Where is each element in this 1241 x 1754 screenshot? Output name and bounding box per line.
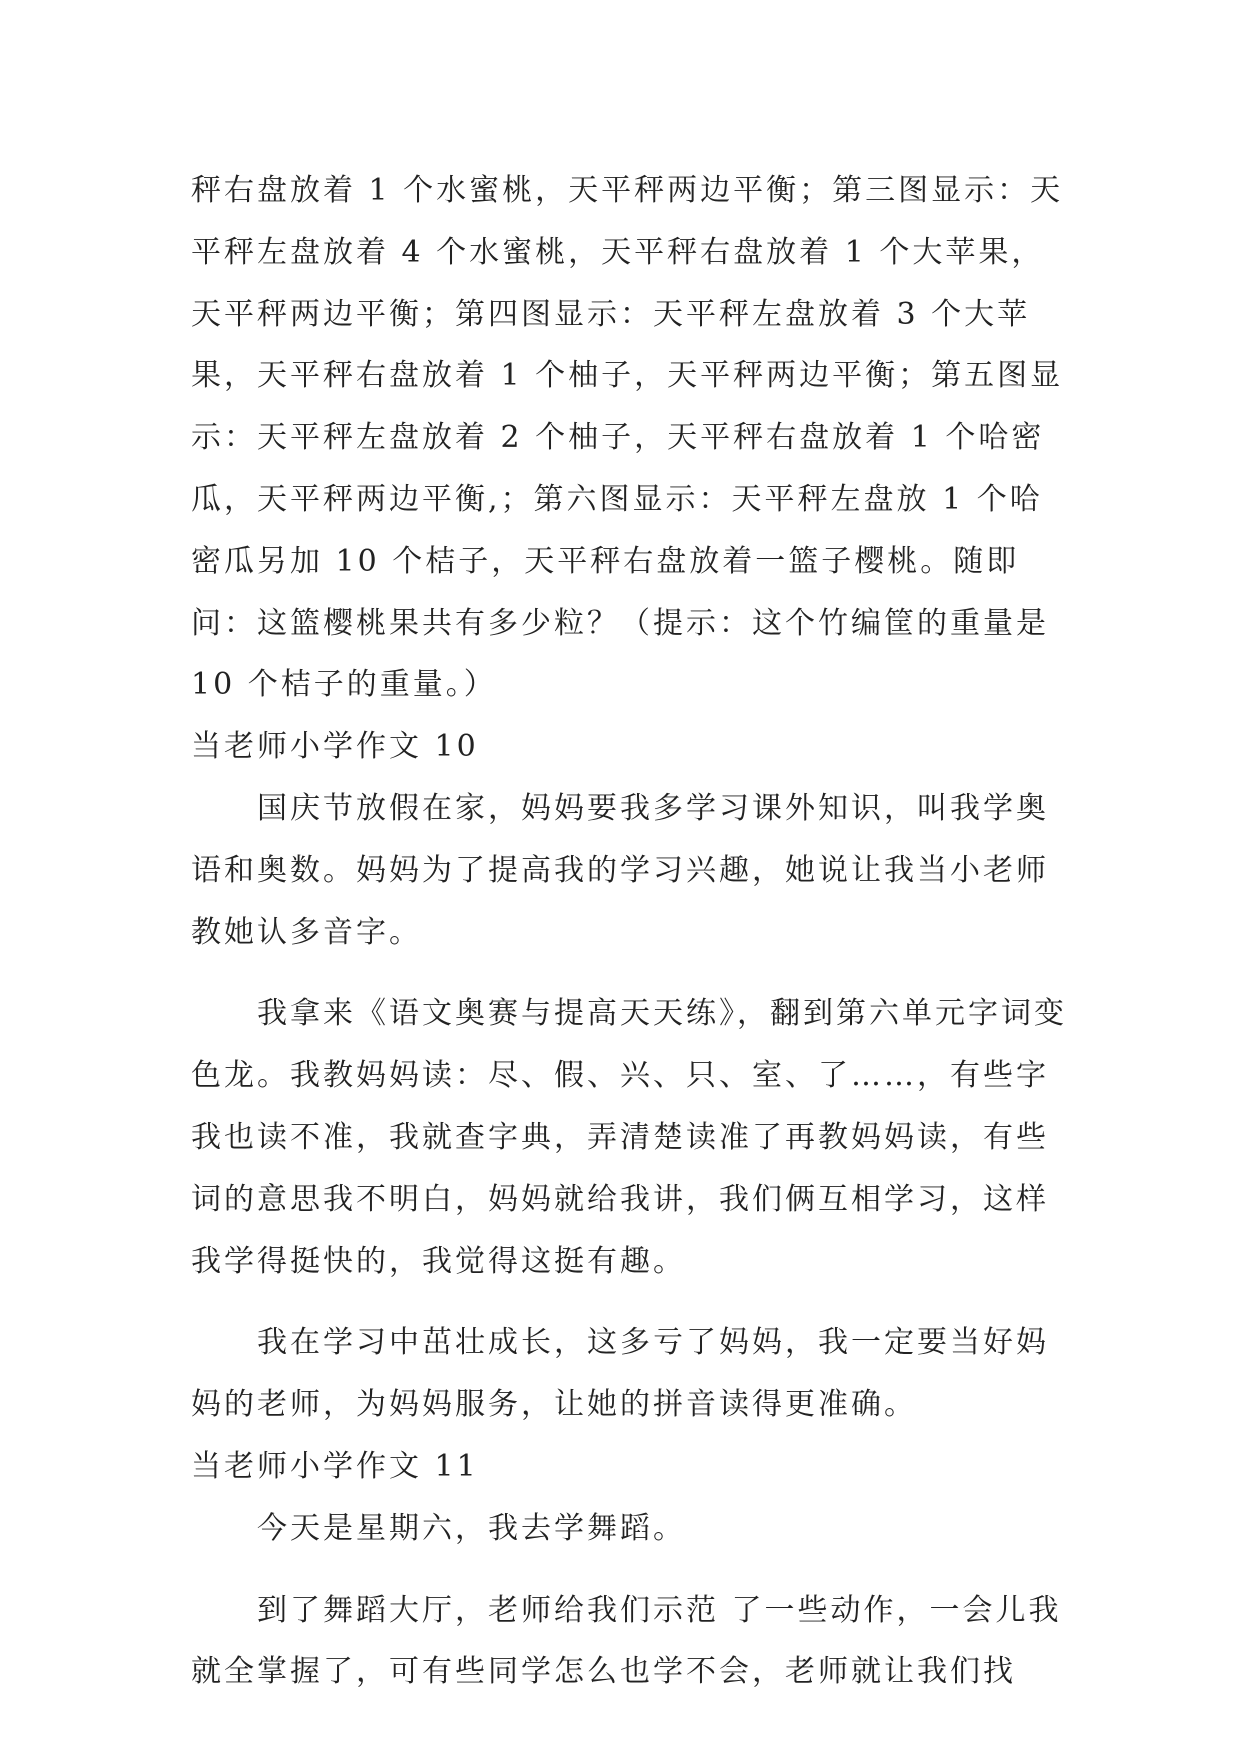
- paragraph-continuation: 秤右盘放着 1 个水蜜桃，天平秤两边平衡；第三图显示：天平秤左盘放着 4 个水蜜桃，天平秤右盘放着 1 个大苹果，天平秤两边平衡；第四图显示：天平秤左盘放着 3 个大苹果，天平秤右盘放着 1 个柚子，天平秤两边平衡；第五图显示：天平秤左盘放着 2 个柚子，天平秤右盘放着 1 个哈密瓜，天平秤两边平衡,；第六图显示：天平秤左盘放 1 个哈密瓜另加 10 个桔子，天平秤右盘放着一篮子樱桃。随即问：这篮樱桃果共有多少粒？（提示：这个竹编筐的重量是 10 个桔子的重量。）: [191, 173, 1064, 703]
- section-heading-10: 当老师小学作文 10: [191, 729, 479, 765]
- paragraph: 我在学习中茁壮成长，这多亏了妈妈，我一定要当好妈妈的老师，为妈妈服务，让她的拼音读得更准确。: [191, 1325, 1049, 1423]
- paragraph: 我拿来《语文奥赛与提高天天练》，翻到第六单元字词变色龙。我教妈妈读：尽、假、兴、只、室、了……，有些字我也读不准，我就查字典，弄清楚读准了再教妈妈读，有些词的意思我不明白，妈妈就给我讲，我们俩互相学习，这样我学得挺快的，我觉得这挺有趣。: [191, 996, 1067, 1279]
- section-heading-11: 当老师小学作文 11: [191, 1448, 479, 1484]
- paragraph: 到了舞蹈大厅，老师给我们示范 了一些动作，一会儿我就全掌握了，可有些同学怎么也学不会，老师就让我们找: [191, 1592, 1062, 1690]
- paragraph: 国庆节放假在家，妈妈要我多学习课外知识，叫我学奥语和奥数。妈妈为了提高我的学习兴趣，她说让我当小老师教她认多音字。: [191, 790, 1049, 950]
- document-body: [191, 160, 1071, 1703]
- paragraph: 今天是星期六，我去学舞蹈。: [257, 1510, 686, 1546]
